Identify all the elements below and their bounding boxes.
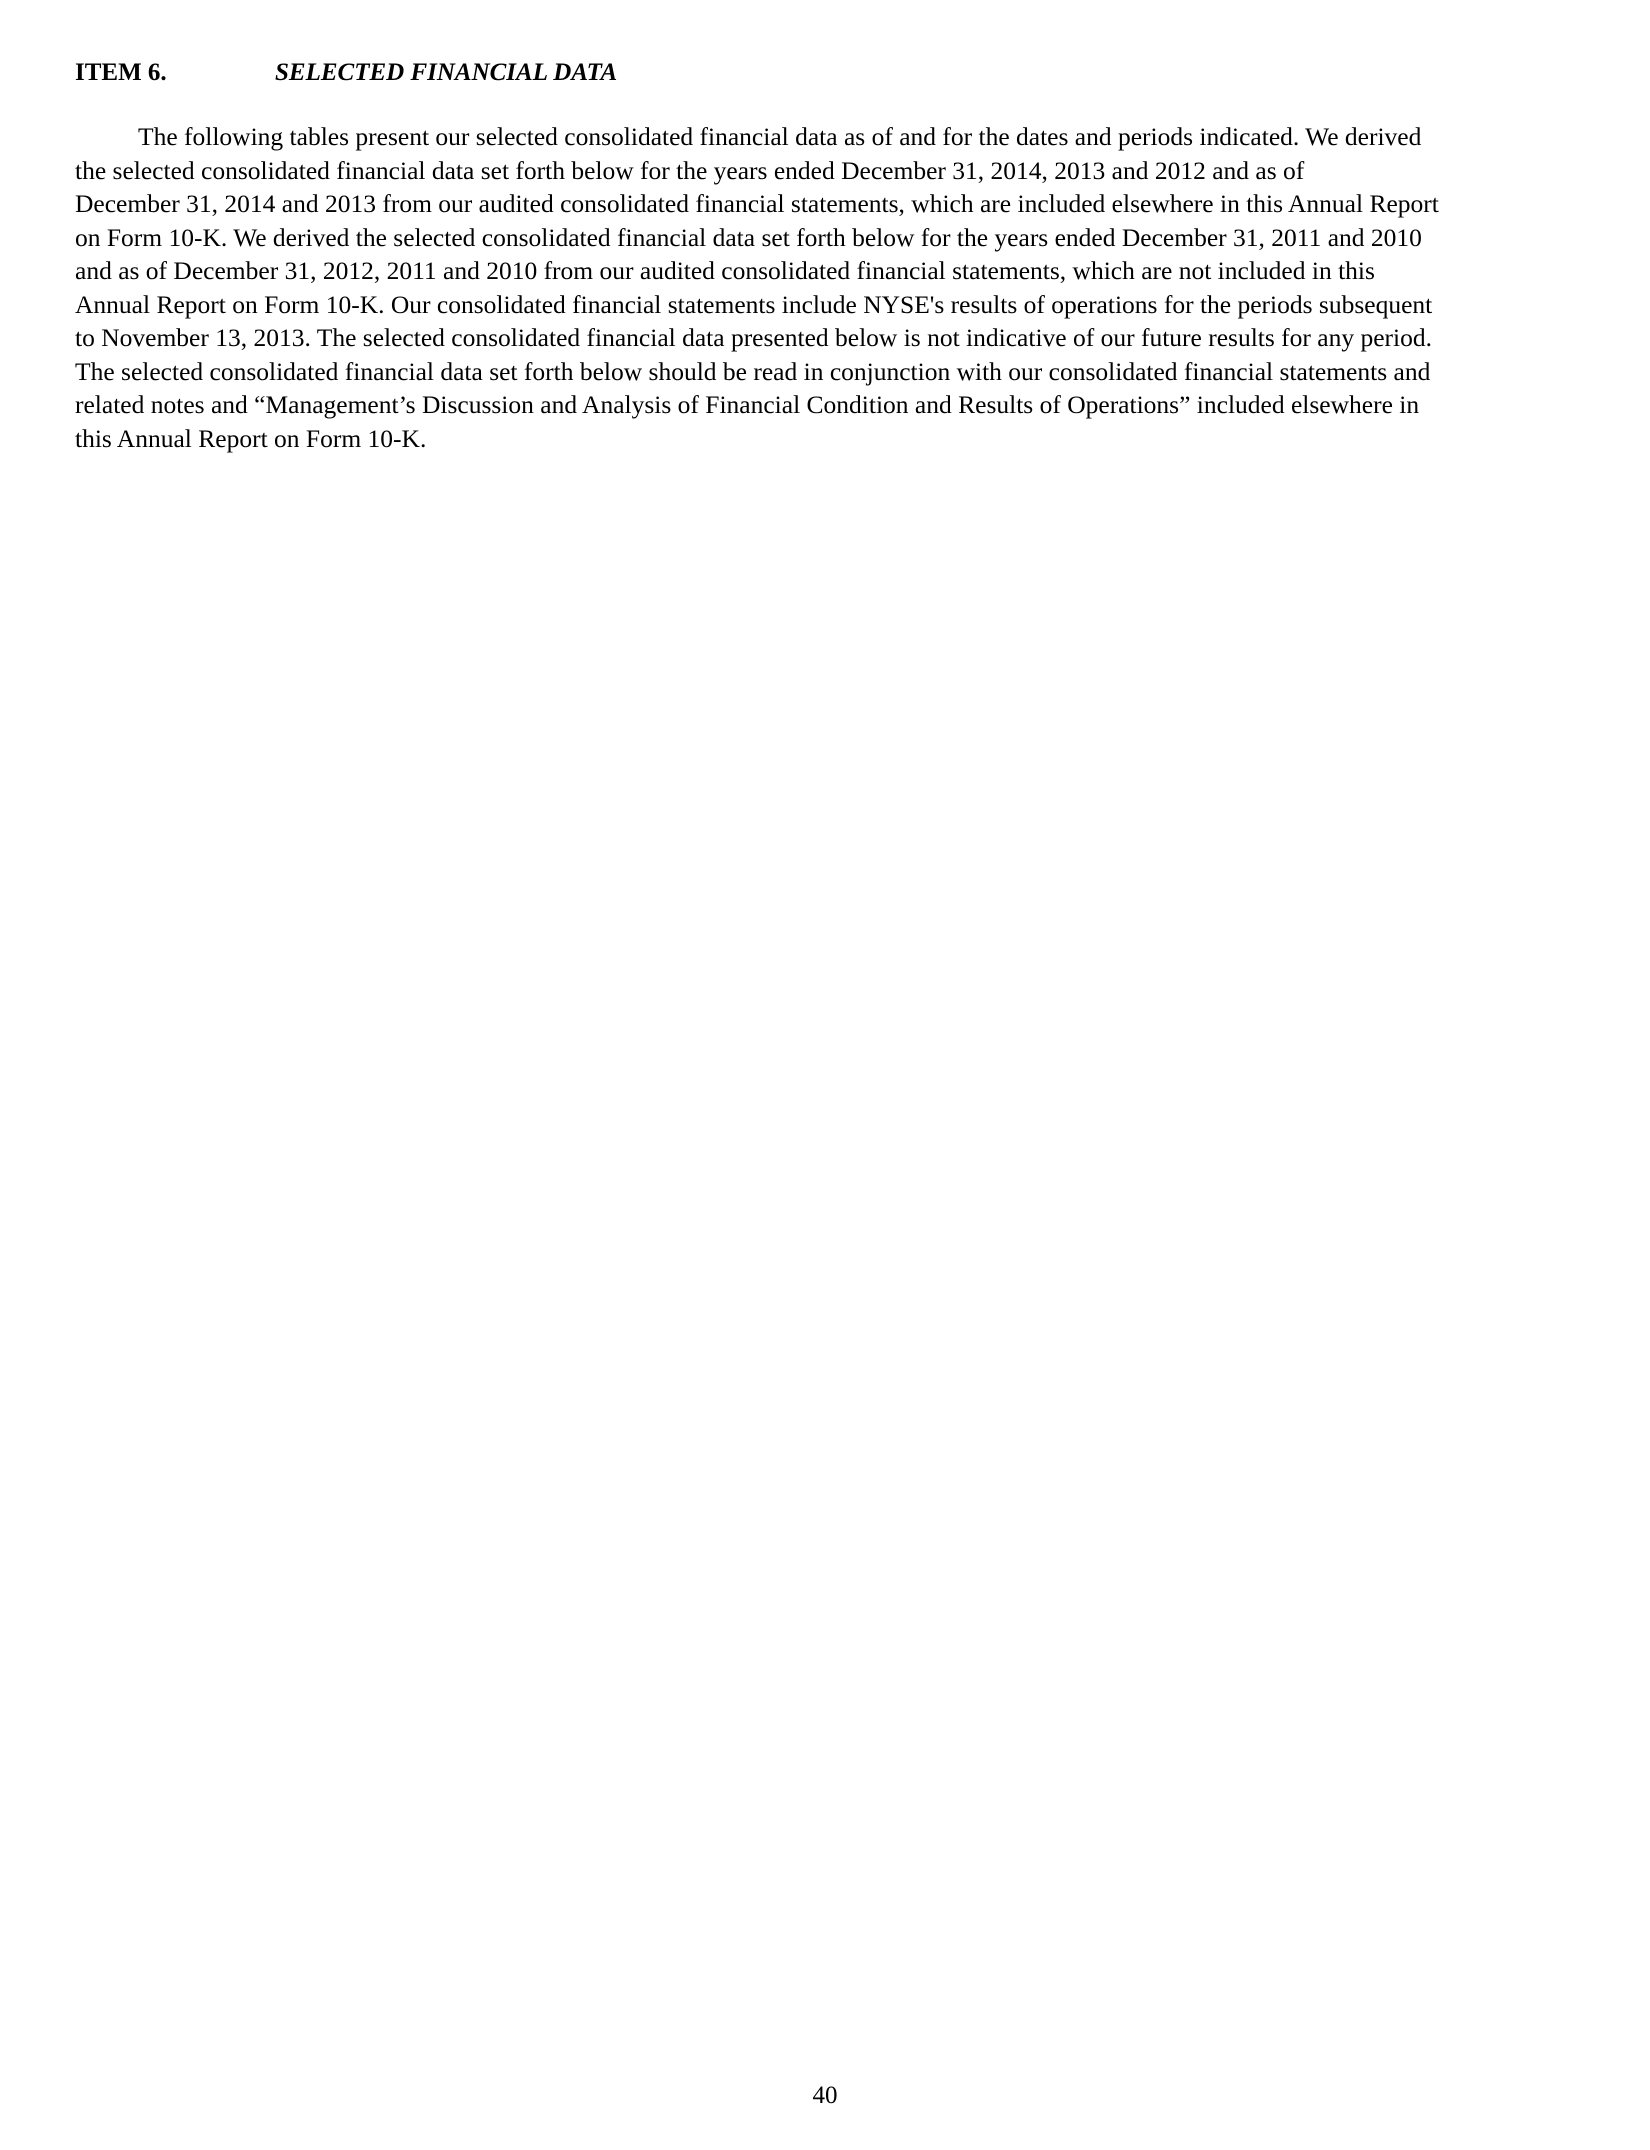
section-heading [75,56,1575,90]
paragraph-line: Annual Report on Form 10-K. Our consolidated financial statements include NYSE's results of operations for the periods subsequent [75,289,1433,319]
paragraph-line: to November 13, 2013. The selected consolidated financial data presented below is not indicative of our future results for any period. [75,323,1432,352]
paragraph-line: this Annual Report on Form 10-K. [75,423,427,453]
paragraph-line: the selected consolidated financial data set forth below for the years ended December 31, 2014, 2013 and 2012 and as of [75,155,1305,185]
page-number: 40 [812,2082,838,2109]
paragraph-line: The following tables present our selected consolidated financial data as of and for the dates and periods indicated. We derived [138,122,1422,151]
item-number: ITEM 6. [75,59,167,86]
paragraph-line: related notes and “Management’s Discussion and Analysis of Financial Condition and Results of Operations” included elsewhere in [75,390,1420,419]
paragraph-line: December 31, 2014 and 2013 from our audited consolidated financial statements, which are included elsewhere in this Annual Report [75,189,1439,218]
paragraph-line: on Form 10-K. We derived the selected consolidated financial data set forth below for the years ended December 31, 2011 and 2010 [75,222,1422,252]
paragraph-line: and as of December 31, 2012, 2011 and 2010 from our audited consolidated financial statements, which are not included in this [75,256,1375,285]
intro-paragraph [75,120,1575,455]
item-title: SELECTED FINANCIAL DATA [275,59,618,86]
paragraph-line: The selected consolidated financial data set forth below should be read in conjunction with our consolidated financial statements and [75,356,1431,386]
